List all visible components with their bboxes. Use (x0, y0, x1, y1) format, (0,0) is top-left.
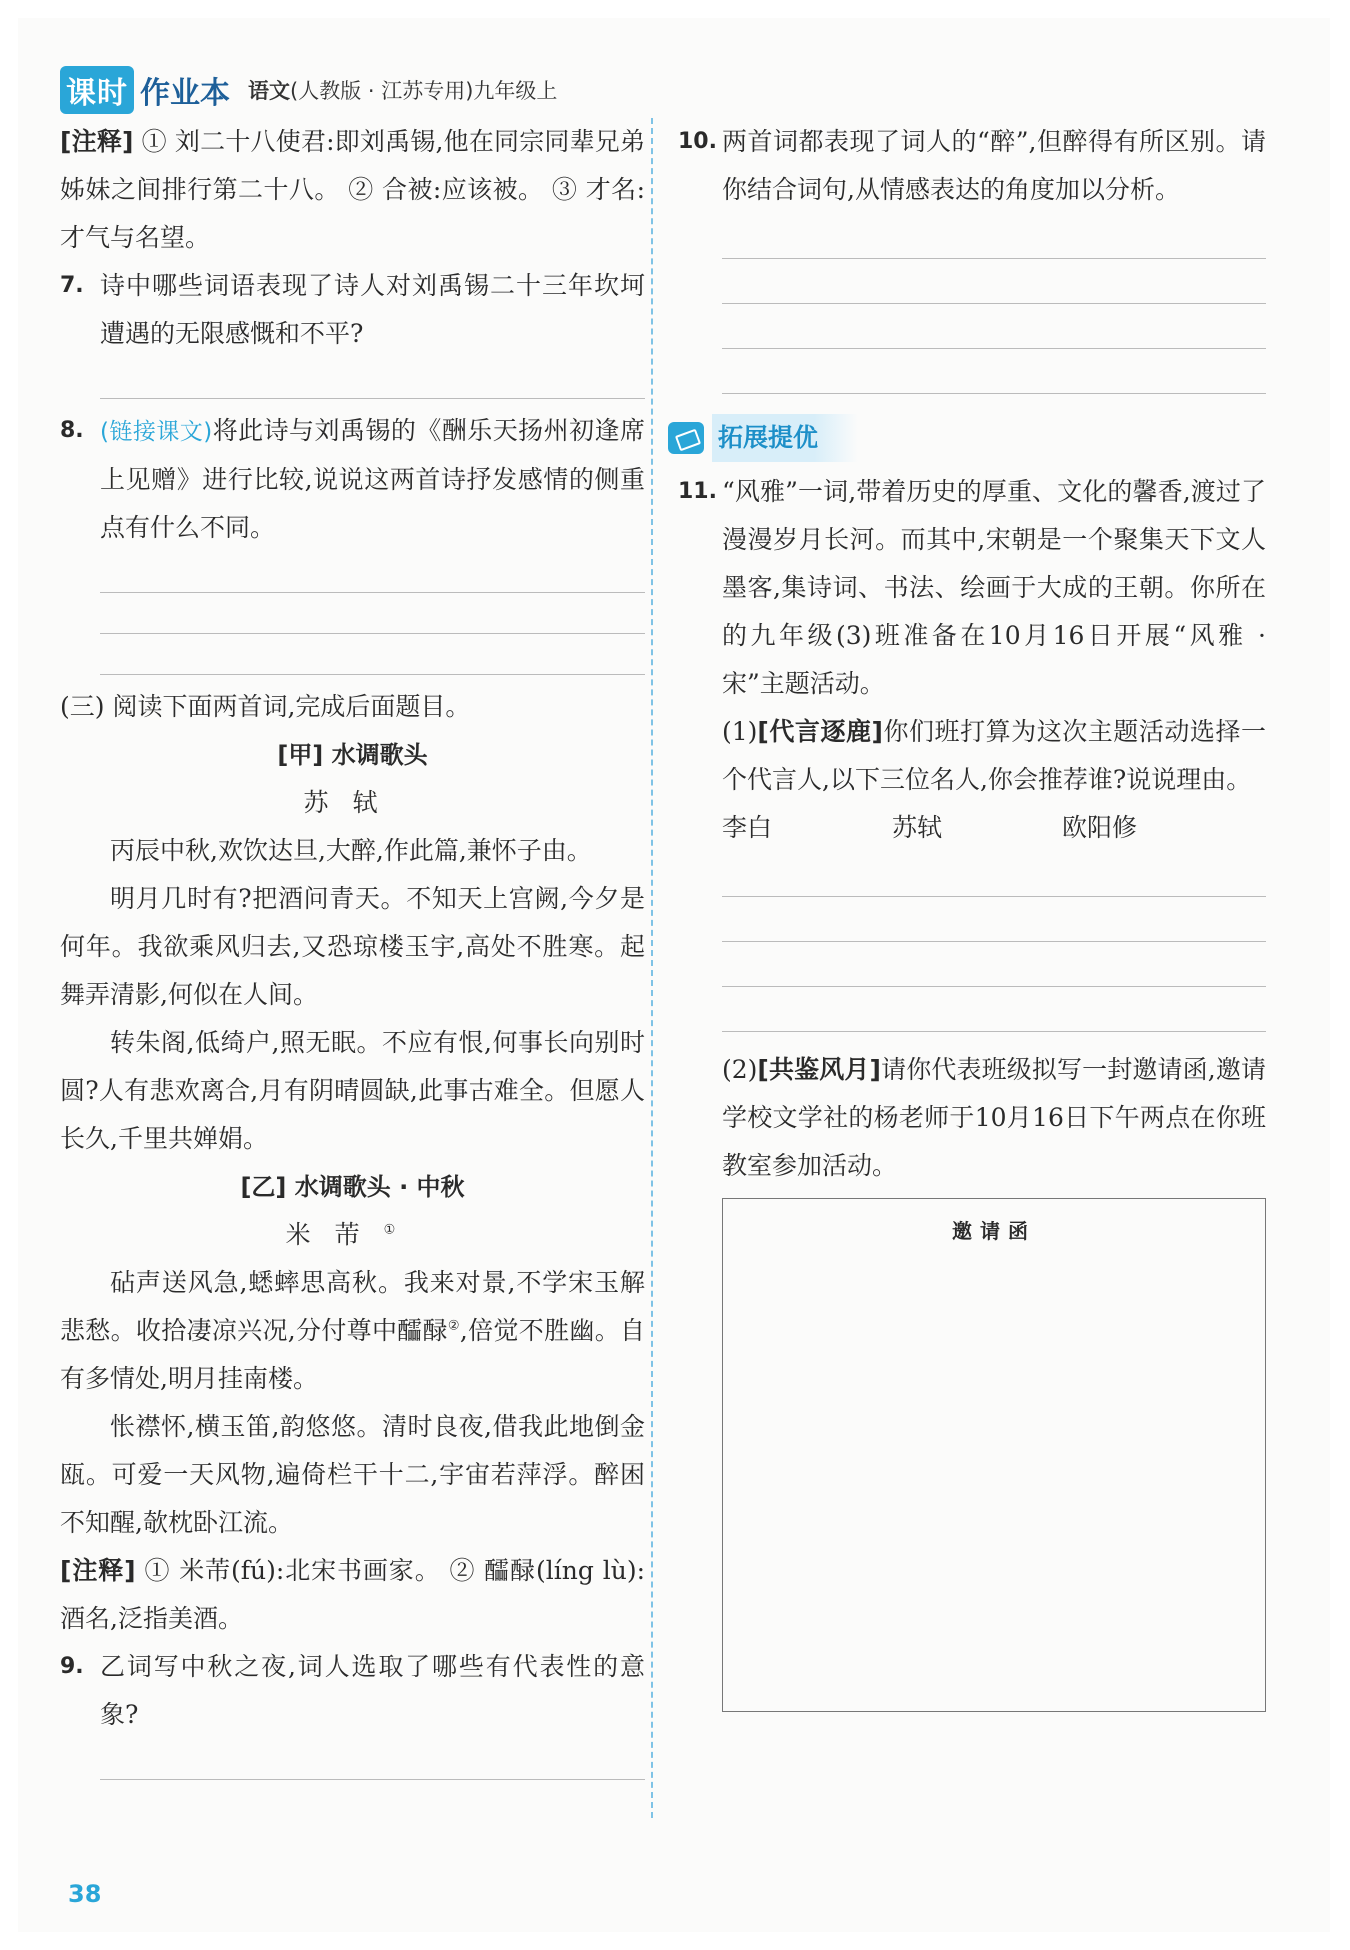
question-10 (678, 118, 1266, 214)
footnote-marker: ① (383, 1222, 420, 1238)
question-9-number: 9. (60, 1654, 84, 1679)
answer-line[interactable] (100, 552, 645, 593)
poem-1-preface: 丙辰中秋,欢饮达旦,大醉,作此篇,兼怀子由。 (110, 836, 592, 865)
answer-line[interactable] (100, 1739, 645, 1780)
sub-1-number: (1) (722, 717, 758, 746)
answer-line[interactable] (722, 259, 1266, 304)
left-column (60, 118, 645, 1780)
answer-line[interactable] (100, 593, 645, 634)
note-1-text: ① 刘二十八使君:即刘禹锡,他在同宗同辈兄弟姊妹之间排行第二十八。 ② 合被:应该被。 ③ 才名:才气与名望。 (60, 127, 645, 252)
section-extension (668, 418, 1266, 458)
poem-2-stanza-1b: ,倍觉不胜幽。自有多情处,明月挂南楼。 (60, 1316, 646, 1393)
note-1 (60, 118, 645, 262)
poem-1-stanza-2: 转朱阁,低绮户,照无眠。不应有恨,何事长向别时圆?人有悲欢离合,月有阴晴圆缺,此事古难全。但愿人长久,千里共婵娟。 (60, 1028, 645, 1153)
poem-2-stanza-2: 怅襟怀,横玉笛,韵悠悠。清时良夜,借我此地倒金瓯。可爱一天风物,遍倚栏干十二,宇宙若萍浮。醉困不知醒,欹枕卧江流。 (60, 1412, 645, 1537)
question-8-text: 将此诗与刘禹锡的《酬乐天扬州初逢席上见赠》进行比较,说说这两首诗抒发感情的侧重点有什么不同。 (100, 416, 645, 542)
candidate-name: 欧阳修 (1062, 813, 1138, 842)
question-10-number: 10. (678, 129, 717, 154)
question-8-tag: (链接课文) (100, 419, 213, 445)
sub-question-2 (678, 1046, 1266, 1190)
sub-1-tag: [代言逐鹿] (757, 717, 883, 746)
page-header (60, 70, 557, 110)
answer-line[interactable] (722, 987, 1266, 1032)
note-2-tag: [注释] (60, 1556, 136, 1585)
note-1-tag: [注释] (60, 127, 134, 156)
column-divider (651, 118, 653, 1818)
sub-2-number: (2) (722, 1055, 758, 1084)
poem-2-author-name: 米芾 (285, 1220, 384, 1249)
question-8-body (100, 407, 645, 552)
question-11 (678, 468, 1266, 804)
note-2 (60, 1547, 645, 1643)
logo-text: 作业本 (140, 76, 230, 111)
answer-line[interactable] (100, 358, 645, 399)
page-number: 38 (68, 1880, 102, 1908)
question-8 (60, 407, 645, 552)
poem-2-stanza-1a: 砧声送风急,蟋蟀思高秋。我来对景,不学宋玉解悲愁。收拾凄凉兴况,分付尊中醽醁 (60, 1268, 645, 1345)
sub-2-tag: [共鉴风月] (757, 1055, 881, 1084)
right-column (678, 118, 1266, 1712)
candidate-name: 李白 (722, 813, 773, 842)
answer-line[interactable] (722, 214, 1266, 259)
poem-1-author: 苏轼 (303, 788, 402, 817)
invitation-letter-box[interactable] (722, 1198, 1266, 1712)
question-11-number: 11. (678, 479, 717, 504)
answer-line[interactable] (722, 304, 1266, 349)
question-8-number: 8. (60, 418, 84, 443)
question-9-text: 乙词写中秋之夜,词人选取了哪些有代表性的意象? (100, 1652, 645, 1729)
sub-question-2-body (722, 1046, 1266, 1190)
sub-question-1 (722, 708, 1266, 804)
answer-line[interactable] (722, 897, 1266, 942)
question-9 (60, 1643, 645, 1739)
poem-2-stanza-1 (60, 1259, 645, 1403)
candidate-name: 苏轼 (892, 813, 943, 842)
answer-line[interactable] (100, 634, 645, 675)
sub-2-text: 请你代表班级拟写一封邀请函,邀请学校文学社的杨老师于10月16日下午两点在你班教室参加活动。 (722, 1055, 1266, 1180)
header-subtitle (248, 75, 557, 105)
subject-label: 语文 (248, 79, 290, 103)
sub-1-text: 你们班打算为这次主题活动选择一个代言人,以下三位名人,你会推荐谁?说说理由。 (722, 717, 1266, 794)
section-3-heading: (三) 阅读下面两首词,完成后面题目。 (60, 692, 471, 721)
pencil-icon (668, 422, 704, 454)
invitation-title: 邀请函 (952, 1219, 1036, 1243)
answer-line[interactable] (722, 349, 1266, 394)
note-2-text: ① 米芾(fú):北宋书画家。 ② 醽醁(líng lù):酒名,泛指美酒。 (60, 1556, 645, 1633)
answer-line[interactable] (722, 942, 1266, 987)
question-10-text: 两首词都表现了词人的“醉”,但醉得有所区别。请你结合词句,从情感表达的角度加以分析。 (722, 127, 1266, 204)
poem-1-title: [甲] 水调歌头 (277, 741, 428, 769)
question-7-number: 7. (60, 273, 84, 298)
section-title: 拓展提优 (712, 414, 858, 462)
candidate-names (722, 804, 1266, 852)
logo-box: 课时 (60, 66, 134, 114)
answer-line[interactable] (722, 852, 1266, 897)
question-11-text: “风雅”一词,带着历史的厚重、文化的馨香,渡过了漫漫岁月长河。而其中,宋朝是一个聚集天下文人墨客,集诗词、书法、绘画于大成的王朝。你所在的九年级(3)班准备在10月16日开展“风雅 · 宋”主题活动。 (722, 477, 1266, 698)
poem-2-title: [乙] 水调歌头 · 中秋 (240, 1173, 465, 1201)
poem-1-stanza-1: 明月几时有?把酒问青天。不知天上宫阙,今夕是何年。我欲乘风归去,又恐琼楼玉宇,高处不胜寒。起舞弄清影,何似在人间。 (60, 884, 645, 1009)
brand-logo (60, 66, 230, 114)
poem-2-author (60, 1211, 645, 1259)
question-7 (60, 262, 645, 358)
footnote-marker: ② (447, 1318, 460, 1334)
edition-label: (人教版 · 江苏专用)九年级上 (290, 79, 558, 103)
question-7-text: 诗中哪些词语表现了诗人对刘禹锡二十三年坎坷遭遇的无限感慨和不平? (100, 271, 645, 348)
